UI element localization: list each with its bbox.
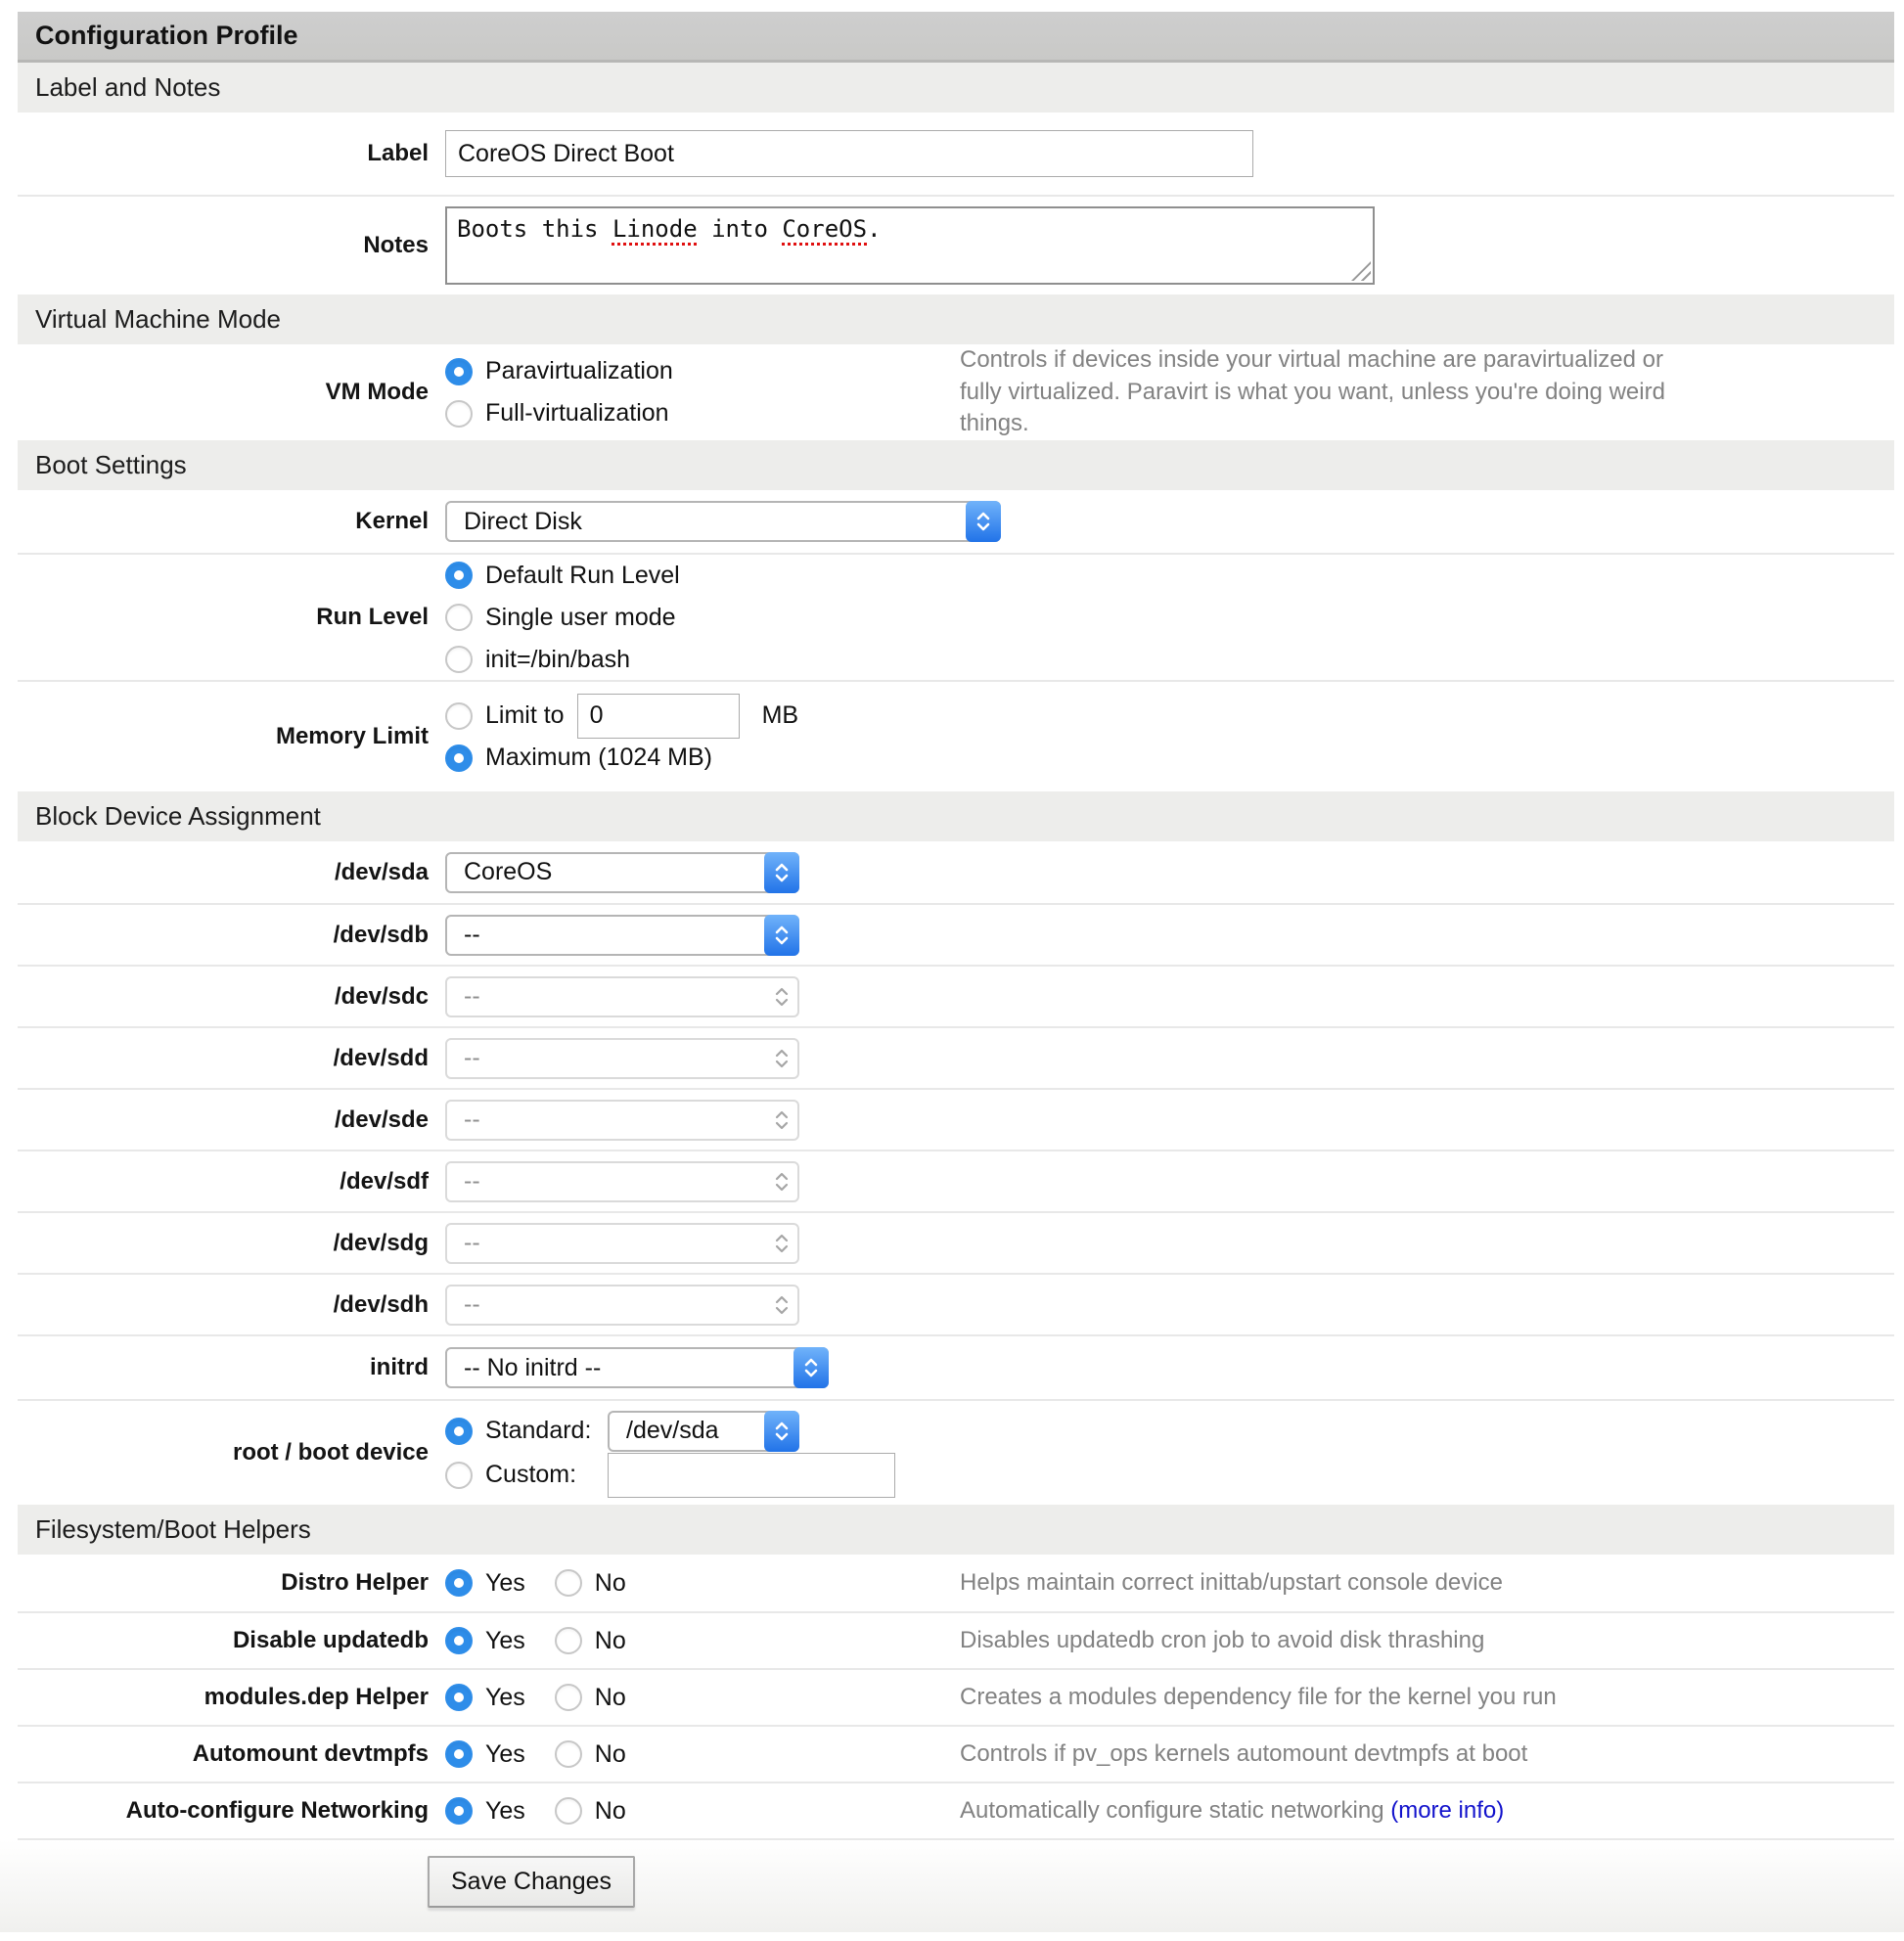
option-label: Yes (485, 1568, 525, 1597)
section-heading: Boot Settings (35, 450, 187, 479)
device-row-sde (18, 1088, 1894, 1150)
device-row-sdh (18, 1273, 1894, 1334)
device-label: /dev/sdb (333, 921, 429, 948)
helper-label: Disable updatedb (232, 1627, 429, 1653)
radio-selected-icon[interactable] (445, 745, 473, 772)
device-label: /dev/sdd (333, 1044, 429, 1071)
select-arrows-icon (764, 1285, 799, 1326)
memory-limit-label: Memory Limit (275, 723, 429, 749)
option-label: Default Run Level (485, 561, 680, 589)
device-row-sdg (18, 1211, 1894, 1273)
textarea-resize-handle[interactable] (1351, 261, 1371, 281)
device-selected-value: -- (464, 982, 480, 1010)
option-label: init=/bin/bash (485, 645, 631, 673)
root-device-option-standard[interactable] (445, 1413, 799, 1449)
radio-icon[interactable] (445, 604, 473, 631)
memory-limit-row (18, 680, 1894, 791)
memory-limit-option-maximum[interactable] (445, 740, 712, 776)
select-arrows-icon (966, 501, 1001, 542)
notes-field-label: Notes (363, 232, 429, 258)
device-sdf-select[interactable] (445, 1161, 799, 1202)
helper-label: Auto-configure Networking (125, 1797, 429, 1824)
label-field-label: Label (367, 140, 429, 166)
root-device-selected-value: /dev/sda (626, 1417, 719, 1444)
section-heading: Block Device Assignment (35, 801, 321, 831)
root-device-custom-input[interactable] (608, 1453, 895, 1498)
helper-yes-option[interactable] (445, 1565, 525, 1602)
device-selected-value: -- (464, 1044, 480, 1071)
kernel-selected-value: Direct Disk (464, 507, 582, 535)
save-changes-button[interactable]: Save Changes (428, 1856, 635, 1908)
device-label: /dev/sdh (333, 1290, 429, 1318)
notes-textarea[interactable] (445, 206, 1375, 285)
helper-no-option[interactable] (555, 1565, 626, 1602)
root-device-standard-select[interactable] (608, 1411, 799, 1452)
select-arrows-icon (764, 1038, 799, 1079)
device-row-sda (18, 841, 1894, 903)
device-selected-value: -- (464, 1167, 480, 1195)
radio-selected-icon[interactable] (445, 1684, 473, 1711)
helper-label: modules.dep Helper (204, 1684, 429, 1710)
radio-selected-icon[interactable] (445, 358, 473, 385)
device-row-sdc (18, 965, 1894, 1026)
page-footer (0, 1840, 1904, 1932)
helper-row-automount-devtmpfs (18, 1725, 1894, 1782)
radio-icon[interactable] (445, 702, 473, 730)
kernel-row (18, 490, 1894, 553)
section-heading: Filesystem/Boot Helpers (35, 1514, 311, 1544)
vm-mode-help-text: Controls if devices inside your virtual machine are paravirtualized or fully virtualized. Paravirt is what you want, unless you're doing weird things. (960, 346, 1665, 437)
option-label: Yes (485, 1626, 525, 1654)
vm-mode-label: VM Mode (325, 379, 429, 405)
device-row-sdd (18, 1026, 1894, 1088)
radio-icon[interactable] (445, 646, 473, 673)
notes-text: Boots this (457, 215, 612, 243)
device-row-sdf (18, 1150, 1894, 1211)
option-label: Limit to (485, 701, 565, 729)
radio-selected-icon[interactable] (445, 1797, 473, 1825)
more-info-link[interactable]: (more info) (1390, 1796, 1505, 1824)
section-block-device-assignment (18, 791, 1894, 841)
helper-yes-option[interactable] (445, 1737, 525, 1773)
device-sde-select[interactable] (445, 1100, 799, 1141)
helper-row-distro-helper (18, 1555, 1894, 1611)
radio-icon[interactable] (555, 1740, 582, 1768)
device-row-sdb (18, 903, 1894, 965)
initrd-select[interactable] (445, 1347, 829, 1388)
select-arrows-icon (793, 1347, 829, 1388)
root-boot-device-row (18, 1399, 1894, 1505)
radio-icon[interactable] (445, 1462, 473, 1489)
page-title-bar (18, 12, 1894, 63)
helper-help-text: Controls if pv_ops kernels automount devtmpfs at boot (960, 1739, 1528, 1767)
section-boot-settings (18, 440, 1894, 490)
notes-misspelled-word: Linode (612, 215, 698, 243)
select-arrows-icon (764, 915, 799, 956)
device-label: /dev/sda (334, 858, 429, 885)
select-arrows-icon (764, 1411, 799, 1452)
device-selected-value: -- (464, 1290, 480, 1318)
helper-no-option[interactable] (555, 1737, 626, 1773)
root-boot-device-label: root / boot device (232, 1439, 429, 1466)
notes-text: . (867, 215, 882, 243)
device-sdh-select[interactable] (445, 1285, 799, 1326)
radio-icon[interactable] (555, 1684, 582, 1711)
section-label-and-notes (18, 63, 1894, 113)
vm-mode-row (18, 344, 1894, 440)
option-label: Yes (485, 1796, 525, 1825)
device-label: /dev/sde (334, 1106, 429, 1133)
notes-misspelled-word: CoreOS (782, 215, 868, 243)
option-label: Maximum (1024 MB) (485, 744, 712, 771)
label-input[interactable] (445, 130, 1253, 177)
device-sdg-select[interactable] (445, 1223, 799, 1264)
device-label: /dev/sdf (340, 1167, 429, 1195)
helper-yes-option[interactable] (445, 1623, 525, 1659)
kernel-label: Kernel (355, 508, 429, 534)
radio-icon[interactable] (555, 1627, 582, 1654)
option-label: Yes (485, 1739, 525, 1768)
option-label: Full-virtualization (485, 399, 669, 427)
select-arrows-icon (764, 1100, 799, 1141)
device-selected-value: -- (464, 921, 480, 948)
option-label: No (594, 1568, 626, 1597)
device-sdd-select[interactable] (445, 1038, 799, 1079)
option-label: Single user mode (485, 603, 676, 631)
vm-mode-option-paravirtualization[interactable] (445, 353, 673, 389)
option-label: Standard: (485, 1417, 592, 1444)
label-row (18, 113, 1894, 195)
radio-selected-icon[interactable] (445, 1418, 473, 1445)
helper-no-option[interactable] (555, 1623, 626, 1659)
option-label: Yes (485, 1683, 525, 1711)
memory-unit-label: MB (761, 701, 799, 729)
kernel-select[interactable] (445, 501, 1001, 542)
section-virtual-machine-mode (18, 294, 1894, 344)
run-level-option-single-user[interactable] (445, 600, 676, 636)
helper-row-disable-updatedb (18, 1611, 1894, 1668)
radio-selected-icon[interactable] (445, 1740, 473, 1768)
section-filesystem-boot-helpers (18, 1505, 1894, 1555)
memory-limit-input[interactable] (577, 694, 740, 739)
device-selected-value: -- (464, 1229, 480, 1256)
option-label: Custom: (485, 1461, 577, 1488)
helper-yes-option[interactable] (445, 1680, 525, 1716)
section-heading: Virtual Machine Mode (35, 304, 281, 334)
helper-help-text: Helps maintain correct inittab/upstart console device (960, 1568, 1503, 1596)
helper-help-text: Automatically configure static networking (960, 1796, 1391, 1824)
section-heading: Label and Notes (35, 72, 221, 102)
helper-yes-option[interactable] (445, 1793, 525, 1829)
device-label: /dev/sdg (333, 1229, 429, 1256)
helper-row-auto-configure-networking (18, 1782, 1894, 1838)
select-arrows-icon (764, 976, 799, 1017)
helper-no-option[interactable] (555, 1793, 626, 1829)
helper-help-text: Creates a modules dependency file for the kernel you run (960, 1683, 1557, 1710)
select-arrows-icon (764, 852, 799, 893)
helper-help-text (960, 1795, 1504, 1827)
notes-text: into (697, 215, 783, 243)
helper-label: Distro Helper (281, 1569, 429, 1596)
run-level-option-default[interactable] (445, 558, 680, 594)
option-label: Paravirtualization (485, 357, 673, 384)
device-selected-value: CoreOS (464, 858, 553, 885)
helper-row-modules-dep (18, 1668, 1894, 1725)
option-label: No (594, 1796, 626, 1825)
option-label: No (594, 1739, 626, 1768)
initrd-row (18, 1334, 1894, 1399)
device-sdb-select[interactable] (445, 915, 799, 956)
helper-label: Automount devtmpfs (192, 1740, 429, 1767)
run-level-row (18, 553, 1894, 680)
radio-selected-icon[interactable] (445, 562, 473, 589)
page-title: Configuration Profile (35, 21, 298, 50)
radio-icon[interactable] (555, 1569, 582, 1597)
device-sdc-select[interactable] (445, 976, 799, 1017)
memory-limit-option-limit-to[interactable] (445, 698, 798, 734)
vm-mode-option-full-virtualization[interactable] (445, 395, 669, 431)
initrd-label: initrd (370, 1354, 429, 1380)
run-level-option-init-bash[interactable] (445, 642, 630, 678)
device-selected-value: -- (464, 1106, 480, 1133)
option-label: No (594, 1626, 626, 1654)
initrd-selected-value: -- No initrd -- (464, 1353, 602, 1381)
device-label: /dev/sdc (334, 982, 429, 1010)
helper-no-option[interactable] (555, 1680, 626, 1716)
run-level-label: Run Level (316, 604, 429, 630)
radio-icon[interactable] (445, 400, 473, 428)
radio-icon[interactable] (555, 1797, 582, 1825)
option-label: No (594, 1683, 626, 1711)
select-arrows-icon (764, 1223, 799, 1264)
helper-help-text: Disables updatedb cron job to avoid disk thrashing (960, 1626, 1485, 1653)
radio-selected-icon[interactable] (445, 1627, 473, 1654)
select-arrows-icon (764, 1161, 799, 1202)
notes-row (18, 195, 1894, 294)
radio-selected-icon[interactable] (445, 1569, 473, 1597)
root-device-option-custom[interactable] (445, 1457, 895, 1493)
device-sda-select[interactable] (445, 852, 799, 893)
